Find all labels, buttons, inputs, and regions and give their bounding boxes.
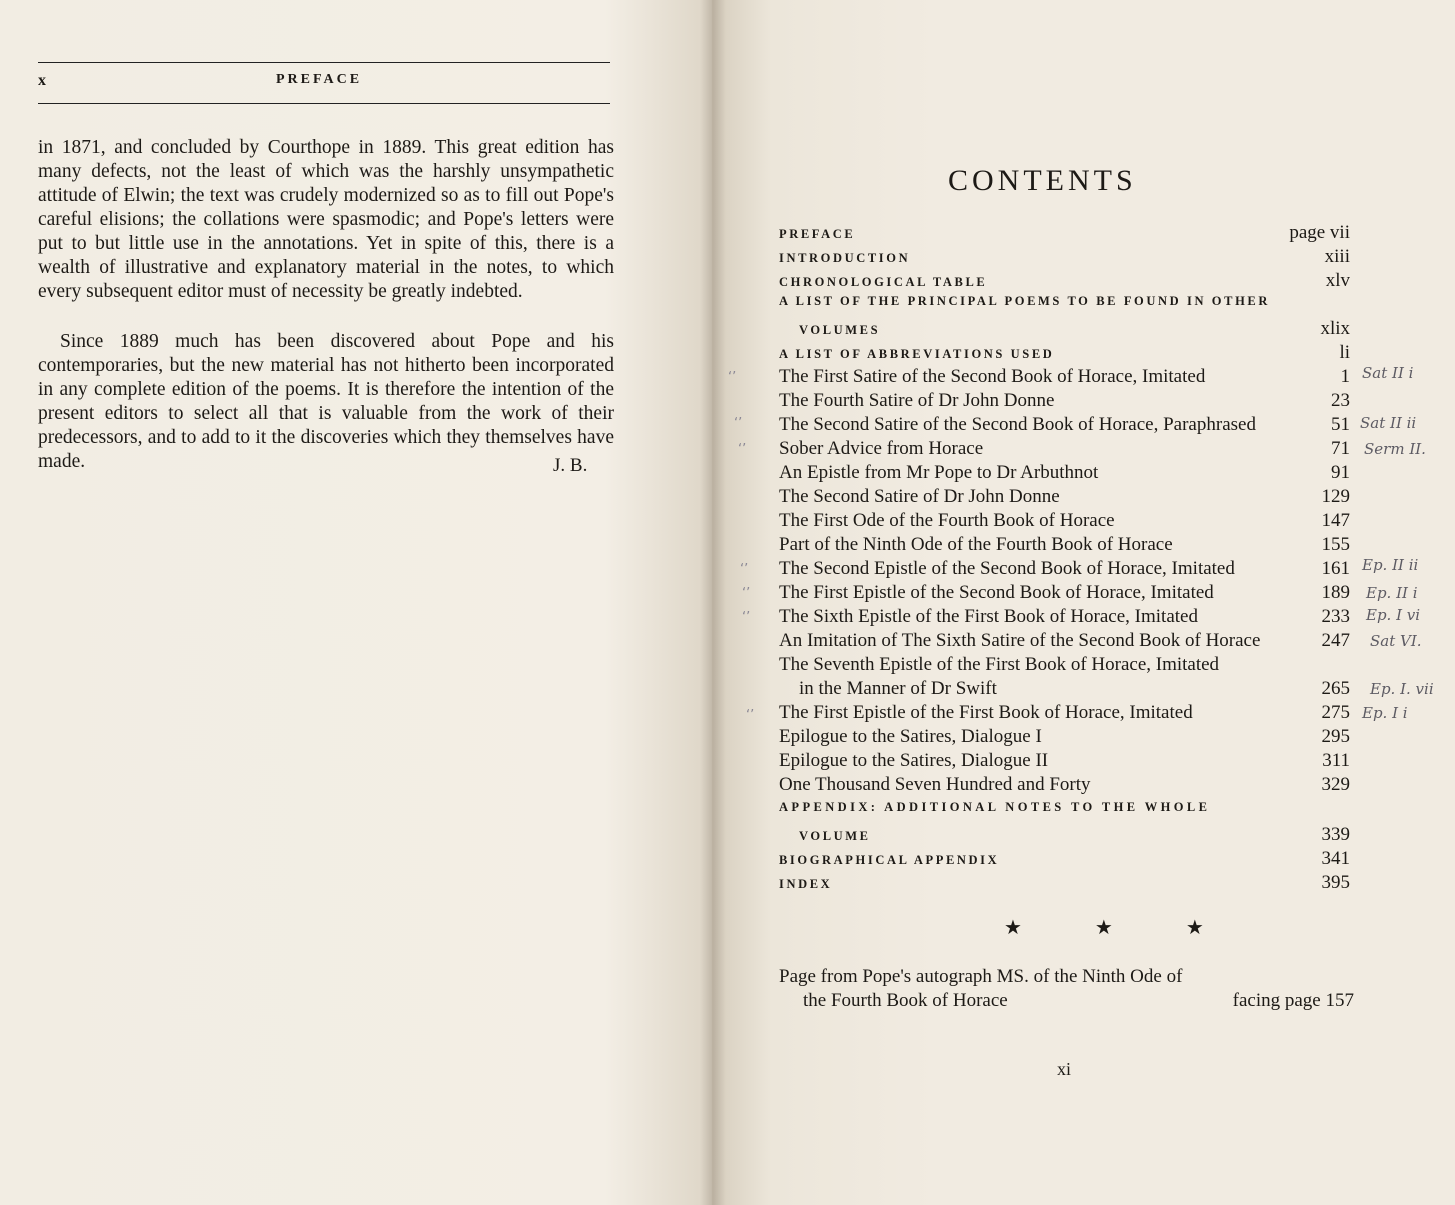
toc-label: The Seventh Epistle of the First Book of Horace, Imitated <box>779 654 1220 675</box>
toc-entry <box>779 270 1350 294</box>
header-rule-top <box>38 62 610 63</box>
toc-label: The Sixth Epistle of the First Book of Horace, Imitated <box>779 606 1198 627</box>
toc-entry <box>779 848 1350 872</box>
toc-label: CHRONOLOGICAL TABLE <box>779 275 988 289</box>
toc-page: 395 <box>1321 872 1350 893</box>
toc-label: The Second Satire of the Second Book of Horace, Paraphrased <box>779 414 1256 435</box>
toc-page: 295 <box>1321 726 1350 747</box>
toc-label: BIOGRAPHICAL APPENDIX <box>779 853 1000 867</box>
toc-entry <box>779 630 1350 654</box>
toc-page: 189 <box>1321 582 1350 603</box>
toc-entry <box>779 246 1350 270</box>
preface-paragraph-1: in 1871, and concluded by Courthope in 1889. This great edition has many defects, not the least of which was the harshly unsympathetic attitude of Elwin; the text was crudely modernized so as to fill out Pope's careful elisions; the collations were spasmodic; and Pope's letters were put to but little use in the annotations. Yet in spite of this, there is a wealth of illustrative and explanatory material in the notes, to which every subsequent editor must of necessity be greatly indebted. <box>38 136 614 303</box>
toc-page: xlv <box>1325 270 1350 291</box>
toc-page: 339 <box>1321 824 1350 845</box>
toc-page: 23 <box>1331 390 1350 411</box>
toc-label: The Fourth Satire of Dr John Donne <box>779 390 1055 411</box>
toc-entry <box>779 534 1350 558</box>
pencil-tick-icon: ‘’ <box>728 370 737 385</box>
toc-entry <box>779 342 1350 366</box>
toc-label: INTRODUCTION <box>779 251 911 265</box>
toc-entry <box>779 654 1350 678</box>
toc-label: The First Ode of the Fourth Book of Horace <box>779 510 1115 531</box>
toc-label: APPENDIX: ADDITIONAL NOTES TO THE WHOLE <box>779 800 1211 814</box>
handwritten-note: Sat II i <box>1362 364 1414 382</box>
toc-label: INDEX <box>779 877 833 891</box>
toc-label: The Second Satire of Dr John Donne <box>779 486 1060 507</box>
toc-entry <box>779 390 1350 414</box>
preface-signoff: J. B. <box>553 455 588 476</box>
toc-page: xlix <box>1320 318 1350 339</box>
toc-entry <box>779 294 1350 318</box>
toc-entry <box>779 702 1350 726</box>
toc-label: The First Epistle of the First Book of Horace, Imitated <box>779 702 1193 723</box>
toc-entry <box>779 750 1350 774</box>
toc-page: xiii <box>1324 246 1350 267</box>
toc-label: The First Epistle of the Second Book of Horace, Imitated <box>779 582 1214 603</box>
toc-entry <box>779 366 1350 390</box>
handwritten-note: Sat II ii <box>1360 414 1417 432</box>
running-head: PREFACE <box>276 72 363 87</box>
toc-entry <box>779 726 1350 750</box>
toc-entry <box>779 872 1350 896</box>
pencil-tick-icon: ‘’ <box>742 586 751 601</box>
pencil-tick-icon: ‘’ <box>734 416 743 431</box>
handwritten-note: Ep. I vi <box>1366 606 1421 624</box>
toc-label: Sober Advice from Horace <box>779 438 984 459</box>
preface-paragraph-2: Since 1889 much has been discovered about Pope and his contemporaries, but the new material has not hitherto been incorporated in any complete edition of the poems. It is therefore the intention of the present editors to select all that is valuable from the work of their predecessors, and to add to it the discoveries which they themselves have made. <box>38 330 614 472</box>
toc-page: 265 <box>1321 678 1350 699</box>
handwritten-note: Serm II. <box>1364 440 1426 458</box>
right-folio: xi <box>1057 1059 1072 1079</box>
toc-page: 71 <box>1331 438 1350 459</box>
toc-label: A LIST OF THE PRINCIPAL POEMS TO BE FOUND IN OTHER <box>779 294 1270 308</box>
toc-entry <box>779 558 1350 582</box>
toc-label: One Thousand Seven Hundred and Forty <box>779 774 1091 795</box>
toc-entry <box>779 606 1350 630</box>
handwritten-note: Sat VI. <box>1370 632 1422 650</box>
toc-entry <box>779 678 1350 702</box>
handwritten-note: Ep. II i <box>1366 584 1418 602</box>
toc-page: 147 <box>1321 510 1350 531</box>
handwritten-note: Ep. II ii <box>1362 556 1419 574</box>
toc-label: A LIST OF ABBREVIATIONS USED <box>779 347 1055 361</box>
illustration-facing-page: facing page 157 <box>1232 990 1354 1011</box>
pencil-tick-icon: ‘’ <box>738 442 747 457</box>
toc-entry <box>779 438 1350 462</box>
illustration-caption-text: Page from Pope's autograph MS. of the Ninth Ode of <box>779 966 1183 987</box>
toc-page: 129 <box>1321 486 1350 507</box>
toc-page: 51 <box>1331 414 1350 435</box>
left-folio: x <box>38 72 46 89</box>
toc-page: 155 <box>1321 534 1350 555</box>
illustration-caption-line-2 <box>779 990 1354 1012</box>
toc-label: Part of the Ninth Ode of the Fourth Book of Horace <box>779 534 1173 555</box>
toc-entry <box>779 414 1350 438</box>
toc-entry <box>779 774 1350 798</box>
pencil-tick-icon: ‘’ <box>742 610 751 625</box>
toc-entry <box>779 222 1350 246</box>
toc-page: 311 <box>1322 750 1350 771</box>
toc-page: 329 <box>1321 774 1350 795</box>
pencil-tick-icon: ‘’ <box>740 562 749 577</box>
pencil-tick-icon: ‘’ <box>746 708 755 723</box>
contents-title: CONTENTS <box>948 164 1137 197</box>
handwritten-note: Ep. I. vii <box>1370 680 1434 698</box>
toc-label: Epilogue to the Satires, Dialogue II <box>779 750 1049 771</box>
toc-entry <box>779 462 1350 486</box>
toc-page: li <box>1339 342 1350 363</box>
ornament-stars: ★ ★ ★ <box>1004 917 1238 939</box>
toc-label: An Epistle from Mr Pope to Dr Arbuthnot <box>779 462 1099 483</box>
toc-label: VOLUMES <box>799 323 881 337</box>
toc-page: 247 <box>1321 630 1350 651</box>
toc-page: 233 <box>1321 606 1350 627</box>
toc-page: 161 <box>1321 558 1350 579</box>
toc-label: VOLUME <box>799 829 871 843</box>
header-rule-bottom <box>38 103 610 104</box>
toc-page: 275 <box>1321 702 1350 723</box>
toc-label: in the Manner of Dr Swift <box>799 678 997 699</box>
toc-entry <box>779 582 1350 606</box>
book-gutter <box>700 0 726 1205</box>
toc-entry <box>779 510 1350 534</box>
toc-page: 1 <box>1340 366 1350 387</box>
handwritten-note: Ep. I i <box>1362 704 1408 722</box>
toc-label: The First Satire of the Second Book of Horace, Imitated <box>779 366 1206 387</box>
toc-entry <box>779 800 1350 824</box>
toc-entry <box>779 824 1350 848</box>
toc-page: page vii <box>1289 222 1350 243</box>
left-page <box>0 0 712 1205</box>
toc-page: 91 <box>1331 462 1350 483</box>
toc-label: The Second Epistle of the Second Book of Horace, Imitated <box>779 558 1235 579</box>
illustration-caption-line-1 <box>779 966 1354 988</box>
toc-entry <box>779 318 1350 342</box>
toc-label: Epilogue to the Satires, Dialogue I <box>779 726 1042 747</box>
toc-label: PREFACE <box>779 227 856 241</box>
illustration-caption-title: the Fourth Book of Horace <box>803 990 1008 1011</box>
toc-label: An Imitation of The Sixth Satire of the Second Book of Horace <box>779 630 1261 651</box>
toc-page: 341 <box>1321 848 1350 869</box>
toc-entry <box>779 486 1350 510</box>
